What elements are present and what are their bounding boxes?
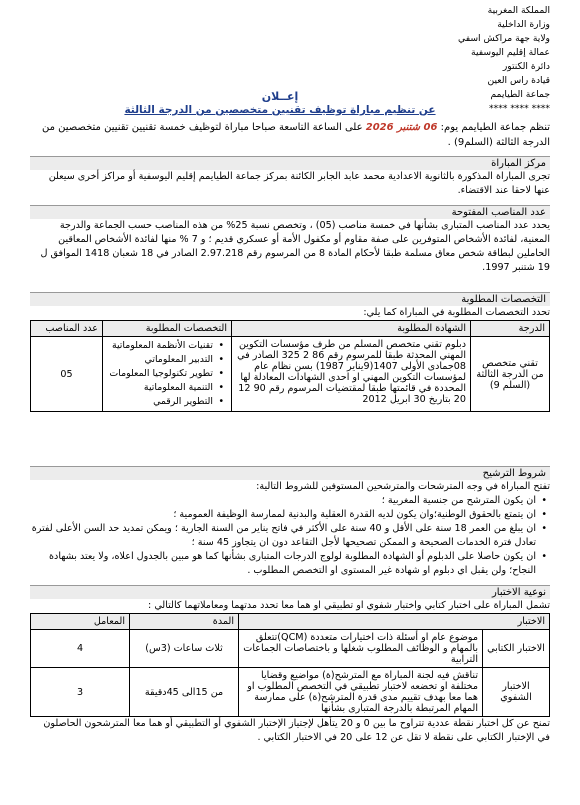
posts-section — [30, 205, 550, 275]
header-line: المملكة المغربية — [487, 5, 550, 16]
section-title: شروط الترشيح — [30, 466, 550, 480]
header-line: وزارة الداخلية — [497, 19, 550, 30]
conditions-intro: تفتح المباراة في وجه المترشحات والمترشحين المستوفين للشروط التالية: — [256, 481, 550, 492]
list-item: • التنمية المعلوماتية — [107, 381, 213, 395]
header-line: دائرة الكنتور — [502, 61, 550, 72]
header-line: قيادة راس العين — [487, 75, 550, 86]
header-line: جماعة الطيايمم — [490, 89, 550, 100]
exam-coef-cell: 4 — [31, 630, 130, 668]
table-header: الاختبار — [239, 614, 550, 630]
table-header: التخصصات المطلوبة — [103, 321, 232, 337]
exams-table — [30, 613, 550, 717]
exam-name-cell: الاختبار الشفوي — [483, 668, 550, 717]
announcement-subtitle: عن تنظيم مباراة توظيف تقنيين متخصصين من الدرجة الثالثة — [124, 104, 436, 116]
table-header: الشهادة المطلوبة — [232, 321, 471, 337]
posts-text: يحدد عدد المناصب المتبارى بشأنها في خمسة مناصب (05) ، وتخصص نسبة 25% من هذه المناصب حسب الجماعة والدرجة المعنية، لفائدة الأشخاص المتوفرين على صفة مقاوم أو مكفول الأمة أو عسكري قديم ؛ و 7 % منها لفائدة الأشخاص المعاقين الحاملين لبطاقة شخص معاق مسلمة طبقا لأحكام المادة 8 من المرسوم رقم 2.97.218 الصادر في 18 شعبان 1418 الموافق ل 19 شتنبر 1997. — [40, 220, 550, 273]
list-item: • تطوير تكنولوجيا المعلومات — [107, 367, 213, 381]
section-title: نوعية الاختبار — [30, 585, 550, 599]
intro-before-date: تنظم جماعة الطيايمم يوم: — [440, 122, 550, 133]
specialties-cell — [103, 337, 232, 412]
count-cell: 05 — [31, 337, 103, 412]
section-title: مركز المباراة — [30, 156, 550, 170]
conditions-section — [30, 466, 550, 578]
list-item: • ان يكون حاصلا على الدبلوم أو الشهادة المطلوبة لولوج الدرجات المتبارى بشأنها كما هو مبين بالجدول اعلاه، ولا يعتد بشهادة النجاح؛ ولن يقبل اي دبلوم او شهادة غير المستوى او التخصص المطلوب . — [30, 550, 536, 578]
table-header: الدرجة — [471, 321, 550, 337]
exams-text: تشمل المباراة على اختبار كتابي واختبار شفوي او تطبيقي او هما معا تحدد مدتهما ومعاملاتهما كالتالي : — [148, 600, 550, 611]
specialties-text: تحدد التخصصات المطلوبة في المباراة كما يلي: — [363, 307, 550, 318]
exam-desc-cell: موضوع عام او أسئلة ذات اختيارات متعددة (QCM)تتعلق بالمهام و الوظائف المطلوب شغلها و باختصاصات الجماعات الترابية — [239, 630, 483, 668]
grade-cell: تقني متخصص من الدرجة الثالثة (السلم 9) — [471, 337, 550, 412]
list-item: • التدبير المعلوماتي — [107, 353, 213, 367]
header-line: ولاية جهة مراكش اسفي — [458, 33, 550, 44]
section-title: عدد المناصب المفتوحة — [30, 205, 550, 219]
specialties-table — [30, 320, 550, 412]
intro-paragraph — [30, 120, 550, 150]
table-header: المعامل — [31, 614, 130, 630]
list-item: • تقنيات الأنظمة المعلوماتية — [107, 339, 213, 353]
exam-date: 06 شتنبر 2026 — [365, 122, 438, 133]
exam-desc-cell: تناقش فيه لجنة المباراة مع المترشح(ة) مواضيع وقضايا مختلفة او تخضعه لاختبار تطبيقي في التخصص المطلوب او هما معا بهدف تقييم مدى قدرة المترشح(ة) على ممارسة المهام المرتبطة بالدرجة المتبارى بشأنها — [239, 668, 483, 717]
specialties-section — [30, 292, 550, 412]
location-text: تجرى المباراة المذكورة بالثانوية الاعدادية محمد عابد الجابر الكائنة بمركز جماعة الطيايمم إقليم اليوسفية أو مراكز أخرى سيعلن عنها لاحقا عند الاقتضاء. — [48, 171, 550, 196]
list-item: • التطوير الرقمي — [107, 395, 213, 409]
list-item: • ان يكون المترشح من جنسية المغربية ؛ — [30, 494, 536, 508]
exams-footer: تمنح عن كل اختبار نقطة عددية تتراوح ما بين 0 و 20 يتأهل لإجتياز الإختبار الشفوي أو التطبيقي أو هما معا المترشحون الحاصلون في الإختبار الكتابي على نقطة لا تقل عن 12 على 20 في الاختبار الكتابي . — [43, 718, 550, 743]
list-item: • ان يبلغ من العمر 18 سنة على الأقل و 40 سنة على الأكثر في فاتح يناير من السنة الجارية ؛ ويمكن تمديد حد السن الأعلى لفترة تعادل فترة الخدمات الصحيحة و الممكن تصحيحها لأجل التقاعد دون ان يتجاوز 45 سنة ؛ — [30, 522, 536, 550]
list-item: • ان يتمتع بالحقوق الوطنية؛وان يكون لديه القدرة العقلية والبدنية لممارسة الوظيفة العمومية ؛ — [30, 508, 536, 522]
official-header — [380, 4, 550, 116]
exam-coef-cell: 3 — [31, 668, 130, 717]
table-header: عدد المناصب — [31, 321, 103, 337]
header-line: عمالة إقليم اليوسفية — [471, 47, 550, 58]
exams-section — [30, 585, 550, 745]
table-header: المدة — [130, 614, 239, 630]
header-line: **** **** **** — [489, 103, 550, 114]
announcement-title: إعــلان — [261, 90, 299, 103]
intro-after-date: على الساعة التاسعة صباحا مباراة لتوظيف خمسة تقنيين تقنيين متخصصين من الدرجة الثالثة (السلم9) . — [41, 122, 550, 148]
exam-duration-cell: من 15الى 45دقيقة — [130, 668, 239, 717]
section-title: التخصصات المطلوبة — [30, 292, 550, 306]
exam-duration-cell: ثلاث ساعات (3س) — [130, 630, 239, 668]
exam-name-cell: الاختبار الكتابي — [483, 630, 550, 668]
conditions-list — [30, 494, 550, 578]
diploma-cell: دبلوم تقني متخصص المسلم من طرف مؤسسات التكوين المهني المحدثة طبقا للمرسوم رقم 86 2 325 الصادر في 08جمادى الأولى 1407(9يناير 1987) بسن نظام عام لمؤسسات التكوين المهني او احدى الشهادات المعادلة لها المحددة في قائمتها طبقا لمقتضيات المرسوم رقم 90 12 20 بتاريخ 30 ابريل 2012 — [232, 337, 471, 412]
location-section — [30, 156, 550, 198]
